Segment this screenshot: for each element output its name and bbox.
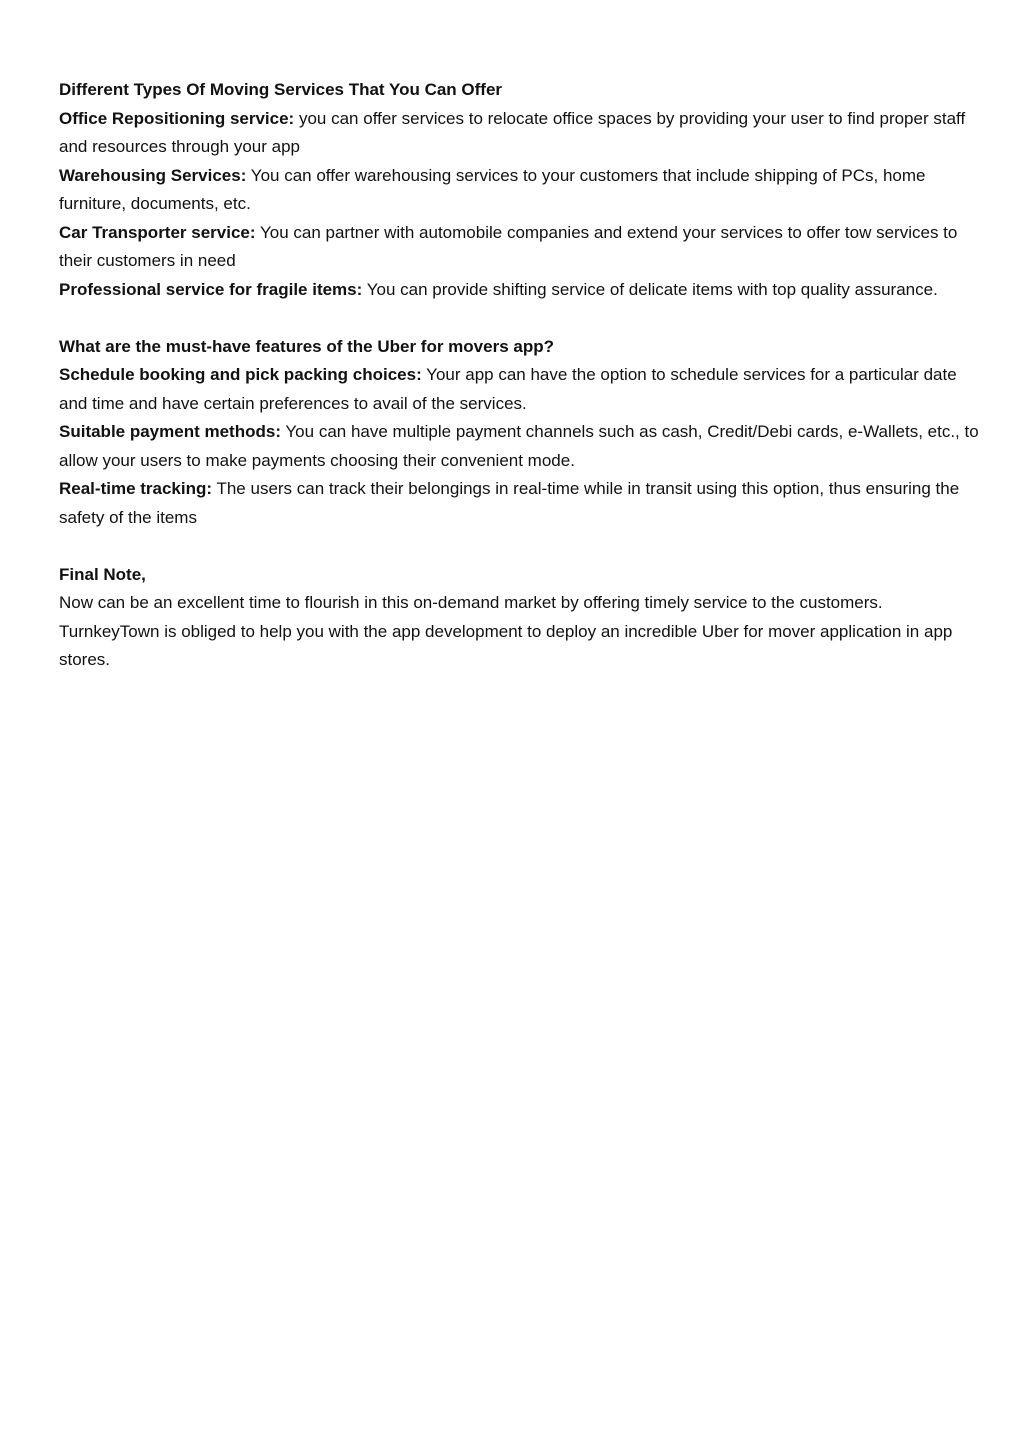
item-text: You can partner with automobile companies and extend your services to offer tow services to their customers in need: [59, 222, 958, 270]
list-item: [59, 361, 979, 418]
list-item: [59, 276, 979, 305]
section-heading: What are the must-have features of the Uber for movers app?: [59, 336, 554, 356]
item-label: Suitable payment methods:: [59, 422, 281, 441]
list-item: [59, 105, 979, 162]
list-item: [59, 475, 979, 532]
item-label: Schedule booking and pick packing choices:: [59, 365, 422, 384]
section-final-note: [59, 561, 979, 675]
item-text: The users can track their belongings in real-time while in transit using this option, thus ensuring the safety of the items: [59, 479, 960, 527]
item-label: Real-time tracking:: [59, 479, 213, 498]
item-text: You can provide shifting service of delicate items with top quality assurance.: [366, 279, 938, 299]
section-heading: Different Types Of Moving Services That You Can Offer: [59, 80, 503, 99]
list-item: [59, 219, 979, 276]
item-text: you can offer services to relocate office spaces by providing your user to find proper staff and resources through your app: [59, 108, 966, 156]
item-label: Car Transporter service:: [59, 222, 256, 242]
document-body: [59, 76, 979, 675]
item-text: You can offer warehousing services to your customers that include shipping of PCs, home furniture, documents, etc.: [59, 165, 926, 213]
item-text: You can have multiple payment channels such as cash, Credit/Debi cards, e-Wallets, etc., to allow your users to make payments choosing their convenient mode.: [59, 422, 979, 470]
section-moving-services: [59, 76, 979, 304]
item-label: Warehousing Services:: [59, 165, 247, 185]
section-heading: Final Note,: [59, 564, 146, 584]
paragraph-spacer: [59, 304, 979, 333]
section-must-have-features: [59, 333, 979, 533]
list-item: [59, 418, 979, 475]
paragraph-spacer: [59, 532, 979, 561]
item-label: Office Repositioning service:: [59, 108, 295, 128]
item-text: Your app can have the option to schedule services for a particular date and time and have certain preferences to avail of the services.: [59, 365, 957, 413]
final-paragraph: Now can be an excellent time to flourish in this on-demand market by offering timely service to the customers. TurnkeyTown is obliged to help you with the app development to deploy an incredible Uber for mover application in app stores.: [59, 593, 953, 669]
list-item: [59, 162, 979, 219]
item-label: Professional service for fragile items:: [59, 279, 363, 299]
